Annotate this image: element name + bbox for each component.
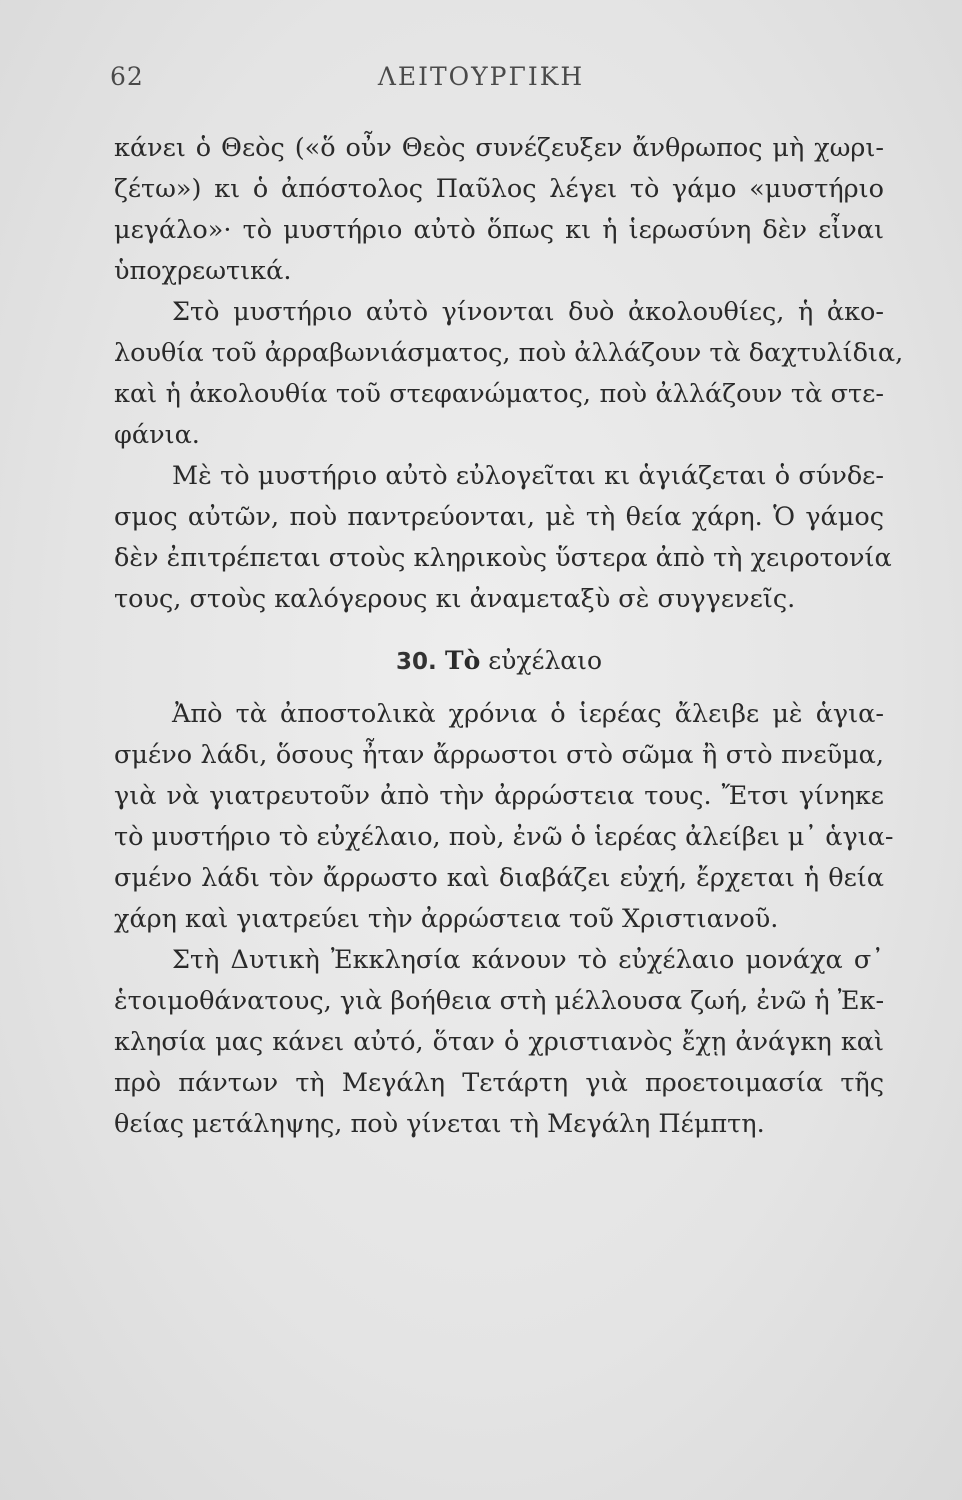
text-line: ἑτοιμοθάνατους, γιὰ βοήθεια στὴ μέλλουσα ζωή, ἐνῶ ἡ Ἐκ- <box>114 986 885 1016</box>
text-line: μεγάλο»· τὸ μυστήριο αὐτὸ ὅπως κι ἡ ἱερωσύνη δὲν εἶναι <box>114 215 884 245</box>
text-line: φάνια. <box>114 420 200 450</box>
text-line: τὸ μυστήριο τὸ εὐχέλαιο, ποὺ, ἐνῶ ὁ ἱερέας ἀλείβει μ᾿ ἁγια- <box>114 822 894 852</box>
text-line: Στὴ Δυτικὴ Ἐκκλησία κάνουν τὸ εὐχέλαιο μονάχα σ᾿ <box>172 945 884 975</box>
text-line: καὶ ἡ ἀκολουθία τοῦ στεφανώματος, ποὺ ἀλλάζουν τὰ στε- <box>114 379 884 409</box>
text-line: σμος αὐτῶν, ποὺ παντρεύονται, μὲ τὴ θεία χάρη. Ὁ γάμος <box>114 502 884 532</box>
text-line: κλησία μας κάνει αὐτό, ὅταν ὁ χριστιανὸς ἔχῃ ἀνάγκη καὶ <box>114 1027 884 1057</box>
text-line: κάνει ὁ Θεὸς («ὅ οὖν Θεὸς συνέζευξεν ἄνθρωπος μὴ χωρι- <box>114 133 884 163</box>
text-line: Μὲ τὸ μυστήριο αὐτὸ εὐλογεῖται κι ἁγιάζεται ὁ σύνδε- <box>172 461 884 491</box>
text-line: σμένο λάδι τὸν ἄρρωστο καὶ διαβάζει εὐχή, ἔρχεται ἡ θεία <box>114 863 884 893</box>
section-title <box>445 646 602 675</box>
section-heading <box>114 632 884 690</box>
section-number: 30. <box>395 649 437 675</box>
page-header <box>0 62 962 102</box>
text-line: ὑποχρεωτικά. <box>114 256 292 286</box>
text-line: πρὸ πάντων τὴ Μεγάλη Τετάρτη γιὰ προετοιμασία τῆς <box>114 1068 884 1098</box>
text-line: σμένο λάδι, ὅσους ἦταν ἄρρωστοι στὸ σῶμα ἢ στὸ πνεῦμα, <box>114 740 884 770</box>
text-line: χάρη καὶ γιατρεύει τὴν ἀρρώστεια τοῦ Χριστιανοῦ. <box>114 904 779 934</box>
text-line: τους, στοὺς καλόγερους κι ἀναμεταξὺ σὲ συγγενεῖς. <box>114 584 796 614</box>
body-text <box>114 128 904 1145</box>
text-line: ζέτω») κι ὁ ἀπόστολος Παῦλος λέγει τὸ γάμο «μυστήριο <box>114 174 884 204</box>
text-line: δὲν ἐπιτρέπεται στοὺς κληρικοὺς ὕστερα ἀπὸ τὴ χειροτονία <box>114 543 892 573</box>
text-line: λουθία τοῦ ἀρραβωνιάσματος, ποὺ ἀλλάζουν τὰ δαχτυλίδια, <box>114 338 904 368</box>
text-line: γιὰ νὰ γιατρευτοῦν ἀπὸ τὴν ἀρρώστεια τους. Ἔτσι γίνηκε <box>114 781 884 811</box>
section-title-first-word: Τὸ <box>444 646 481 675</box>
text-line: θείας μετάληψης, ποὺ γίνεται τὴ Μεγάλη Πέμπτη. <box>114 1109 765 1139</box>
page-number: 62 <box>110 62 144 91</box>
text-line: Ἀπὸ τὰ ἀποστολικὰ χρόνια ὁ ἱερέας ἄλειβε μὲ ἁγια- <box>172 699 884 729</box>
running-title: ΛΕΙΤΟΥΡΓΙΚΗ <box>377 62 585 91</box>
text-line: Στὸ μυστήριο αὐτὸ γίνονται δυὸ ἀκολουθίες, ἡ ἀκο- <box>172 297 884 327</box>
section-title-rest: εὐχέλαιο <box>488 646 603 675</box>
